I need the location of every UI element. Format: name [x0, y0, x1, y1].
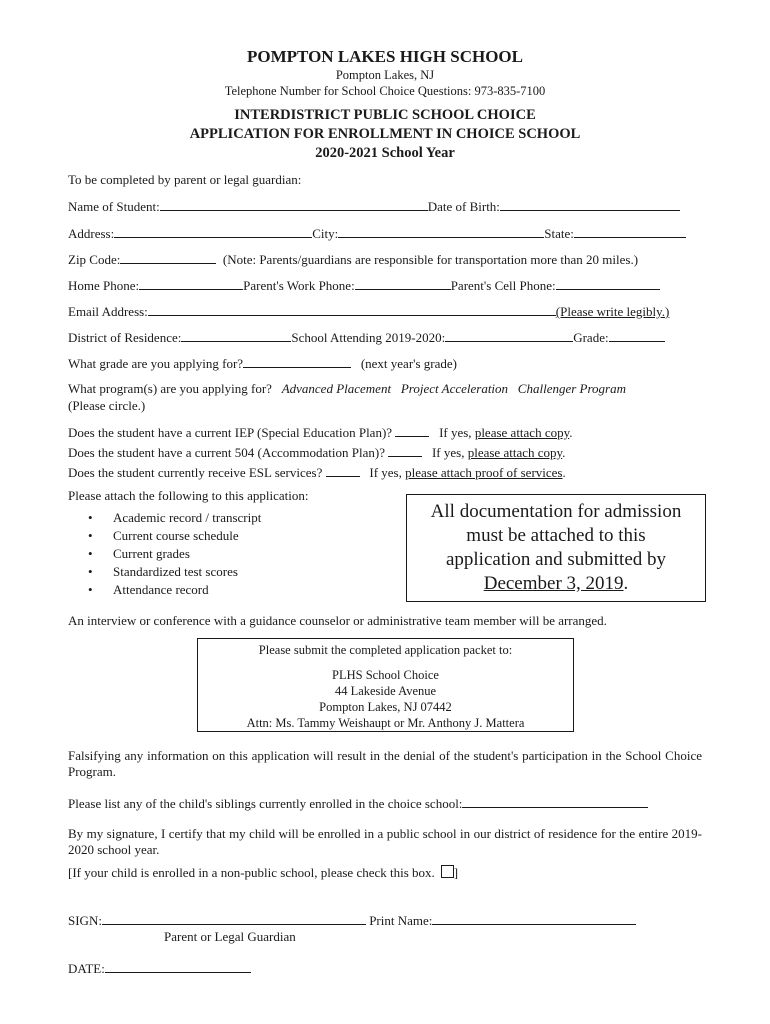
plan504-answer-field[interactable] — [388, 444, 422, 457]
submit-line2: 44 Lakeside Avenue — [334, 684, 437, 698]
esl-if-yes: If yes, — [369, 465, 402, 480]
transportation-note: (Note: Parents/guardians are responsible for transportation more than 20 miles.) — [222, 252, 639, 267]
bullet-icon: • — [88, 546, 93, 561]
bullet-icon: • — [88, 510, 93, 525]
district-label: District of Residence: — [68, 330, 182, 345]
row-applying-grade — [68, 355, 457, 372]
iep-if-yes: If yes, — [439, 425, 472, 440]
esl-question: Does the student currently receive ESL services? — [68, 465, 323, 480]
district-field[interactable] — [181, 329, 291, 342]
list-item: • Standardized test scores — [88, 564, 238, 579]
bullet-icon: • — [88, 528, 93, 543]
form-title-line2: APPLICATION FOR ENROLLMENT IN CHOICE SCHOOL — [189, 126, 581, 142]
school-year: 2020-2021 School Year — [315, 145, 455, 161]
submit-line4: Attn: Ms. Tammy Weishaupt or Mr. Anthony J. Mattera — [246, 716, 525, 730]
form-title-line1: INTERDISTRICT PUBLIC SCHOOL CHOICE — [234, 107, 536, 123]
iep-attach-note: please attach copy — [474, 425, 570, 440]
plan504-attach-note: please attach copy — [467, 445, 563, 460]
row-signature — [68, 912, 636, 929]
city-field[interactable] — [338, 225, 544, 238]
esl-answer-field[interactable] — [326, 464, 360, 477]
row-siblings — [68, 795, 648, 812]
email-field[interactable] — [148, 303, 556, 316]
signature-field[interactable] — [102, 912, 366, 925]
nonpublic-checkbox[interactable] — [441, 865, 454, 878]
row-programs — [68, 381, 626, 397]
nonpublic-bracket: ] — [453, 865, 459, 880]
iep-question: Does the student have a current IEP (Special Education Plan)? — [68, 425, 393, 440]
sign-label: SIGN: — [68, 913, 102, 928]
nonpublic-text: [If your child is enrolled in a non-public school, please check this box. — [68, 865, 435, 880]
print-name-label: Print Name: — [369, 913, 433, 928]
notice-deadline: December 3, 2019. — [483, 573, 629, 594]
dob-field[interactable] — [500, 198, 680, 211]
grade-label: Grade: — [573, 330, 609, 345]
programs-label: What program(s) are you applying for? — [68, 381, 272, 396]
cell-phone-field[interactable] — [556, 277, 660, 290]
work-phone-field[interactable] — [355, 277, 451, 290]
address-label: Address: — [68, 226, 115, 241]
form-intro: To be completed by parent or legal guardian: — [68, 172, 302, 187]
submit-line3: Pompton Lakes, NJ 07442 — [319, 700, 452, 714]
home-phone-label: Home Phone: — [68, 278, 140, 293]
home-phone-field[interactable] — [139, 277, 243, 290]
applying-grade-field[interactable] — [243, 355, 351, 368]
iep-answer-field[interactable] — [395, 424, 429, 437]
school-phone: Telephone Number for School Choice Questions: 973-835-7100 — [224, 84, 546, 98]
row-email — [68, 303, 669, 320]
siblings-field[interactable] — [462, 795, 648, 808]
row-phones — [68, 277, 660, 294]
submit-heading: Please submit the completed application packet to: — [258, 643, 513, 657]
documentation-notice-box — [406, 494, 706, 602]
email-legibly-note: (Please write legibly.) — [555, 304, 670, 319]
zip-field[interactable] — [120, 251, 216, 264]
interview-note: An interview or conference with a guidance counselor or administrative team member will be arranged. — [68, 613, 607, 628]
guardian-caption: Parent or Legal Guardian — [164, 929, 296, 944]
dob-label: Date of Birth: — [427, 199, 500, 214]
applying-grade-label: What grade are you applying for? — [68, 356, 244, 371]
siblings-label: Please list any of the child's siblings currently enrolled in the choice school: — [68, 796, 463, 811]
email-label: Email Address: — [68, 304, 148, 319]
submit-address-box — [197, 638, 574, 732]
list-item: • Current course schedule — [88, 528, 239, 543]
program-project-acceleration[interactable]: Project Acceleration — [400, 381, 509, 396]
row-district — [68, 329, 665, 346]
list-item: • Academic record / transcript — [88, 510, 262, 525]
date-field[interactable] — [105, 960, 251, 973]
program-advanced-placement[interactable]: Advanced Placement — [281, 381, 392, 396]
row-iep: Does the student have a current IEP (Special Education Plan)? If yes, please attach copy. — [68, 425, 573, 440]
row-504: Does the student have a current 504 (Accommodation Plan)? If yes, please attach copy. — [68, 445, 566, 460]
attachment-list — [88, 509, 261, 599]
school-attending-label: School Attending 2019-2020: — [291, 330, 446, 345]
student-name-label: Name of Student: — [68, 199, 160, 214]
date-label: DATE: — [68, 961, 105, 976]
bullet-icon: • — [88, 582, 93, 597]
row-address — [68, 225, 686, 242]
submit-line1: PLHS School Choice — [332, 668, 439, 682]
row-nonpublic — [68, 865, 458, 881]
state-label: State: — [544, 226, 574, 241]
program-challenger[interactable]: Challenger Program — [517, 381, 627, 396]
school-name: POMPTON LAKES HIGH SCHOOL — [247, 47, 523, 66]
plan504-question: Does the student have a current 504 (Accommodation Plan)? — [68, 445, 385, 460]
cell-phone-label: Parent's Cell Phone: — [450, 278, 556, 293]
row-zip — [68, 251, 638, 268]
falsify-warning: Falsifying any information on this application will result in the denial of the student's participation in the School Choice Program. — [68, 748, 702, 779]
list-item: • Attendance record — [88, 582, 209, 597]
plan504-if-yes: If yes, — [431, 445, 465, 460]
row-name-dob — [68, 198, 680, 215]
school-town: Pompton Lakes, NJ — [335, 68, 435, 82]
attach-intro: Please attach the following to this application: — [68, 488, 309, 503]
bullet-icon: • — [88, 564, 93, 579]
notice-line3: application and submitted by — [445, 549, 667, 570]
row-date — [68, 960, 251, 977]
zip-label: Zip Code: — [68, 252, 121, 267]
print-name-field[interactable] — [432, 912, 636, 925]
notice-line2: must be attached to this — [466, 525, 646, 546]
certify-statement: By my signature, I certify that my child will be enrolled in a public school in our district of residence for the entire 2019-2020 school year. — [68, 826, 702, 857]
notice-line1: All documentation for admission — [430, 501, 682, 522]
address-field[interactable] — [114, 225, 312, 238]
list-item: • Current grades — [88, 546, 190, 561]
state-field[interactable] — [574, 225, 686, 238]
work-phone-label: Parent's Work Phone: — [243, 278, 355, 293]
esl-attach-note: please attach proof of services — [405, 465, 563, 480]
student-name-field[interactable] — [160, 198, 428, 211]
next-year-note: (next year's grade) — [360, 356, 457, 371]
row-esl: Does the student currently receive ESL services? If yes, please attach proof of services. — [68, 465, 566, 480]
city-label: City: — [312, 226, 339, 241]
please-circle-note: (Please circle.) — [68, 398, 146, 413]
grade-field[interactable] — [609, 329, 665, 342]
school-attending-field[interactable] — [445, 329, 573, 342]
